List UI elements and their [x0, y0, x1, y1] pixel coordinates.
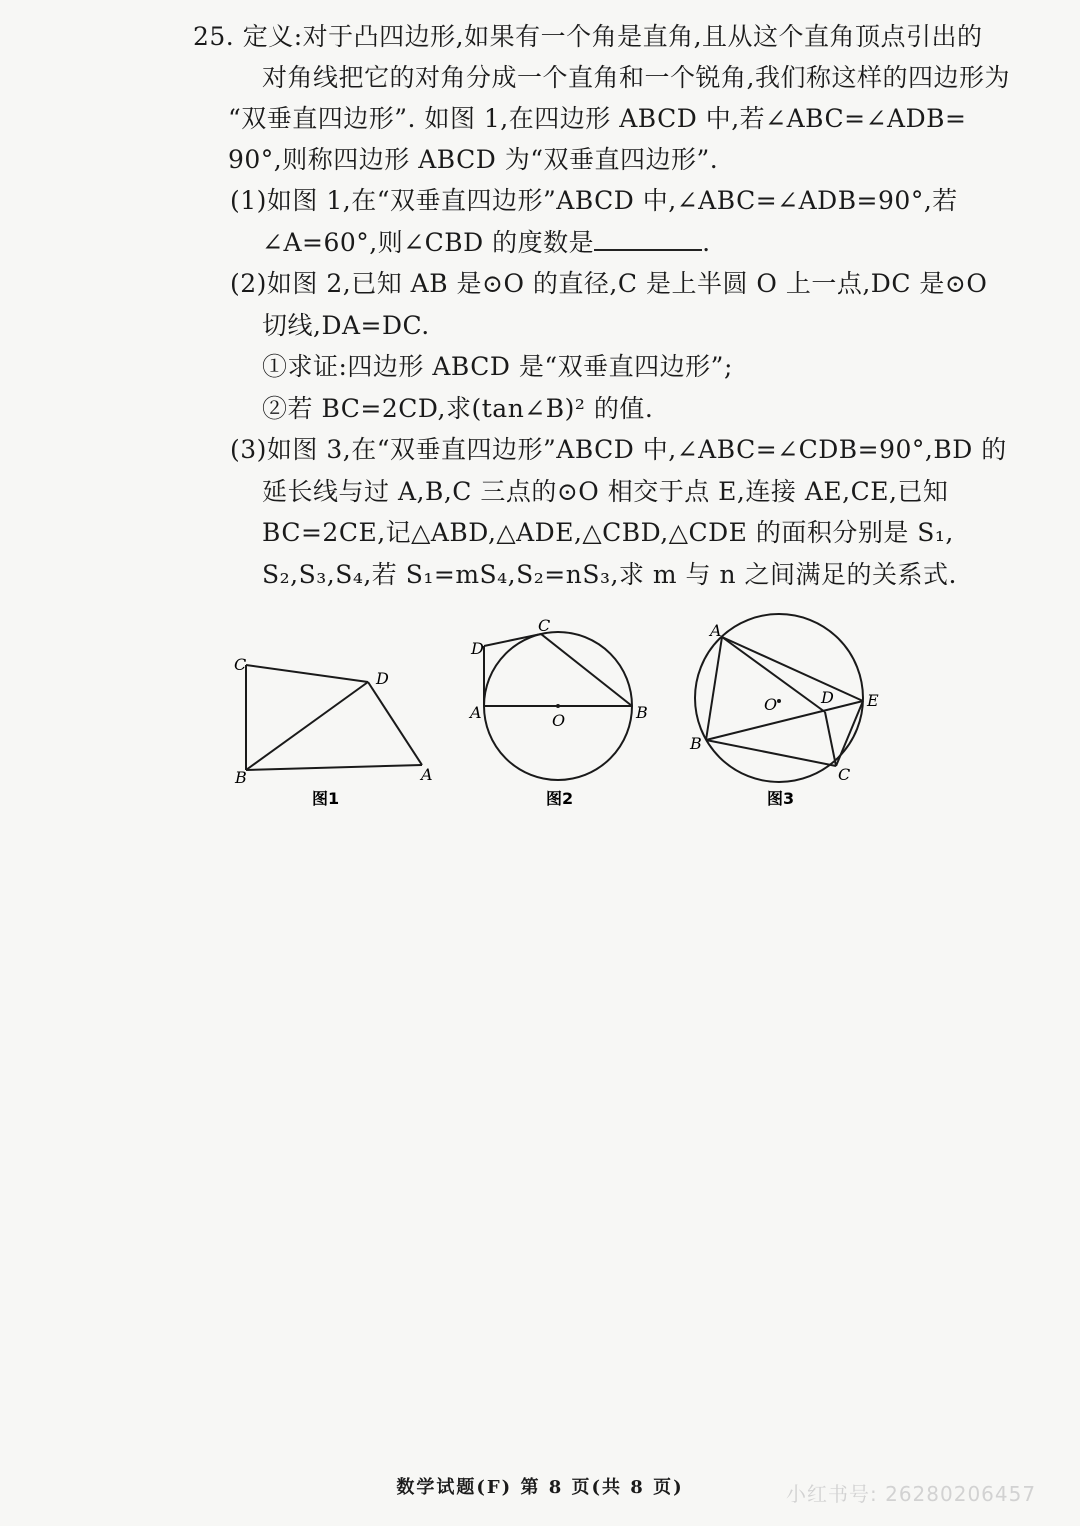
part3-line-4: S₂,S₃,S₄,若 S₁=mS₄,S₂=nS₃,求 m 与 n 之间满足的关系式. [262, 560, 957, 589]
fig3-segment-dc [825, 712, 836, 766]
fig1-caption: 图1 [312, 789, 340, 808]
fig3-label-a: A [710, 621, 722, 640]
part1-period: . [702, 228, 711, 257]
fig3-line-be [706, 701, 863, 740]
fig3-center-dot [777, 699, 781, 703]
fig1-label-d: D [376, 669, 389, 688]
part3-line-2: 延长线与过 A,B,C 三点的⊙O 相交于点 E,连接 AE,CE,已知 [262, 477, 949, 506]
problem-line-3: “双垂直四边形”. 如图 1,在四边形 ABCD 中,若∠ABC=∠ADB= [228, 104, 967, 133]
part1-question: ∠A=60°,则∠CBD 的度数是 [262, 228, 595, 257]
fig3-label-o: O [764, 695, 778, 714]
part3-line-3: BC=2CE,记△ABD,△ADE,△CBD,△CDE 的面积分别是 S₁, [262, 518, 954, 547]
figure-1 [246, 665, 422, 770]
fig2-caption: 图2 [546, 789, 574, 808]
fig3-label-b: B [690, 734, 702, 753]
fig1-diagonal-bd [246, 682, 368, 770]
part2-sub-1: ①求证:四边形 ABCD 是“双垂直四边形”; [262, 352, 733, 381]
part1-line-1: (1)如图 1,在“双垂直四边形”ABCD 中,∠ABC=∠ADB=90°,若 [230, 186, 958, 215]
fig2-label-b: B [636, 703, 648, 722]
fig2-chord-cb [541, 634, 632, 706]
fig3-label-c: C [838, 765, 851, 784]
fig1-label-a: A [421, 765, 433, 784]
fig3-label-d: D [821, 688, 834, 707]
fig3-segment-ce [836, 701, 863, 766]
page-footer: 数学试题(F) 第 8 页(共 8 页) [396, 1477, 684, 1498]
fig3-label-e: E [867, 691, 879, 710]
fig1-label-b: B [235, 768, 247, 787]
part2-sub-2: ②若 BC=2CD,求(tan∠B)² 的值. [262, 394, 654, 423]
fig2-label-c: C [538, 616, 551, 635]
fig3-segment-ae [722, 637, 863, 701]
fig2-tangent-dc [484, 634, 541, 646]
problem-line-2: 对角线把它的对角分成一个直角和一个锐角,我们称这样的四边形为 [262, 63, 1010, 92]
fig2-label-d: D [471, 639, 484, 658]
fig1-side-cd [246, 665, 368, 682]
fig1-side-da [368, 682, 422, 765]
fig1-side-ba [246, 765, 422, 770]
problem-line-4: 90°,则称四边形 ABCD 为“双垂直四边形”. [228, 145, 719, 174]
fig2-label-o: O [552, 711, 566, 730]
watermark: 小红书号: 26280206457 [786, 1482, 1037, 1506]
fig2-center-dot [556, 704, 560, 708]
part2-line-2: 切线,DA=DC. [262, 311, 430, 340]
fig1-label-c: C [234, 655, 247, 674]
part2-line-1: (2)如图 2,已知 AB 是⊙O 的直径,C 是上半圆 O 上一点,DC 是⊙O [230, 269, 988, 298]
problem-line-1: 25. 定义:对于凸四边形,如果有一个角是直角,且从这个直角顶点引出的 [193, 22, 983, 51]
part3-line-1: (3)如图 3,在“双垂直四边形”ABCD 中,∠ABC=∠CDB=90°,BD 的 [230, 435, 1007, 464]
fig3-caption: 图3 [767, 789, 795, 808]
fig2-label-a: A [470, 703, 482, 722]
